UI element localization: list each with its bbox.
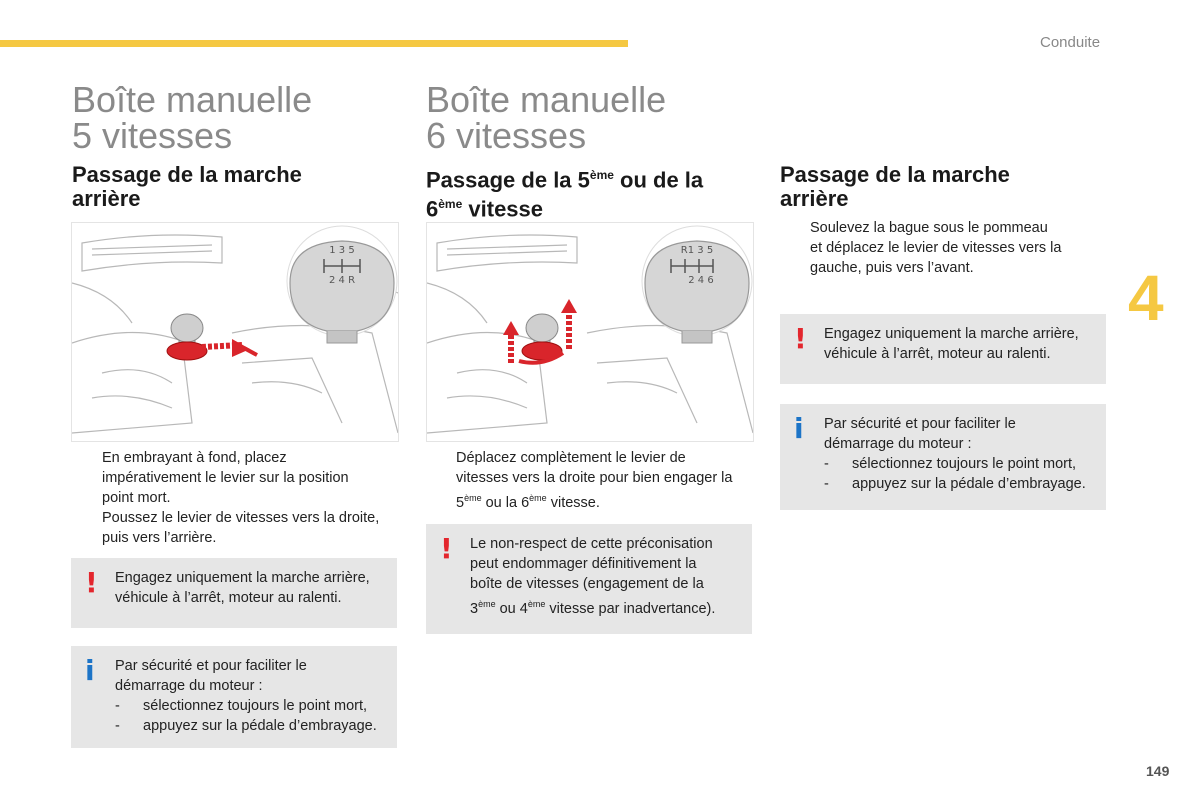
illustration-6-speed-5th-6th — [426, 222, 754, 442]
info-icon: i — [85, 654, 95, 687]
subtitle-5th-6th: Passage de la 5ème ou de la 6ème vitesse — [426, 167, 704, 222]
dash-icon: - — [824, 456, 829, 472]
dash-icon: - — [824, 476, 829, 492]
list-item: Déplacez complètement le levier de vitesses vers la droite pour bien engager la 5ème ou la 6ème vitesse. — [456, 450, 733, 511]
warning-box-6-speed: ! Le non-respect de cette préconisation peut endommager définitivement la boîte de vitesses (engagement de la 3ème ou 4ème vitesse par inadvertance). — [426, 524, 752, 634]
info-box-5-speed: i Par sécurité et pour faciliter le démarrage du moteur : - sélectionnez toujours le point mort, - appuyez sur la pédale d’embrayage. — [71, 646, 397, 748]
knob-pattern-top: 1 3 5 — [329, 245, 355, 256]
knob-pattern-bottom: 2 4 R — [328, 275, 356, 286]
chapter-number: 4 — [1128, 262, 1164, 334]
list-item: Poussez le levier de vitesses vers la droite, puis vers l’arrière. — [102, 510, 380, 546]
direction-arrow — [202, 339, 257, 357]
warning-box-5-speed: ! Engagez uniquement la marche arrière, véhicule à l’arrêt, moteur au ralenti. — [71, 558, 397, 628]
illustration-5-speed-reverse — [71, 222, 399, 442]
instructions-6-speed-reverse — [780, 218, 1100, 278]
gear-lever — [167, 314, 207, 360]
title-6-speed: Boîte manuelle 6 vitesses — [426, 79, 667, 156]
knob-pattern-bottom: 2 4 6 — [688, 275, 714, 286]
instructions-6-speed — [426, 448, 756, 513]
page-number: 149 — [1146, 763, 1170, 779]
warning-icon: ! — [794, 322, 807, 355]
title-5-speed: Boîte manuelle 5 vitesses — [72, 79, 313, 156]
list-item: Soulevez la bague sous le pommeau et déplacez le levier de vitesses vers la gauche, puis vers l’avant. — [810, 220, 1062, 276]
dash-icon: - — [115, 718, 120, 734]
dash-icon: - — [115, 698, 120, 714]
knob-pattern-top: R1 3 5 — [680, 245, 714, 256]
warning-icon: ! — [440, 532, 453, 565]
header-accent-bar — [0, 40, 628, 47]
subtitle-reverse-5: Passage de la marche arrière — [72, 162, 302, 211]
instructions-5-speed — [72, 448, 402, 548]
warning-box-6-speed-reverse: ! Engagez uniquement la marche arrière, véhicule à l’arrêt, moteur au ralenti. — [780, 314, 1106, 384]
gear-lever — [522, 314, 562, 360]
warning-icon: ! — [85, 566, 98, 599]
info-box-6-speed: i Par sécurité et pour faciliter le démarrage du moteur : - sélectionnez toujours le point mort, - appuyez sur la pédale d’embrayage. — [780, 404, 1106, 510]
subtitle-reverse-6: Passage de la marche arrière — [780, 162, 1010, 211]
list-item: En embrayant à fond, placez impérativement le levier sur la position point mort. — [102, 450, 349, 506]
section-label: Conduite — [1040, 34, 1101, 51]
info-icon: i — [794, 412, 804, 445]
